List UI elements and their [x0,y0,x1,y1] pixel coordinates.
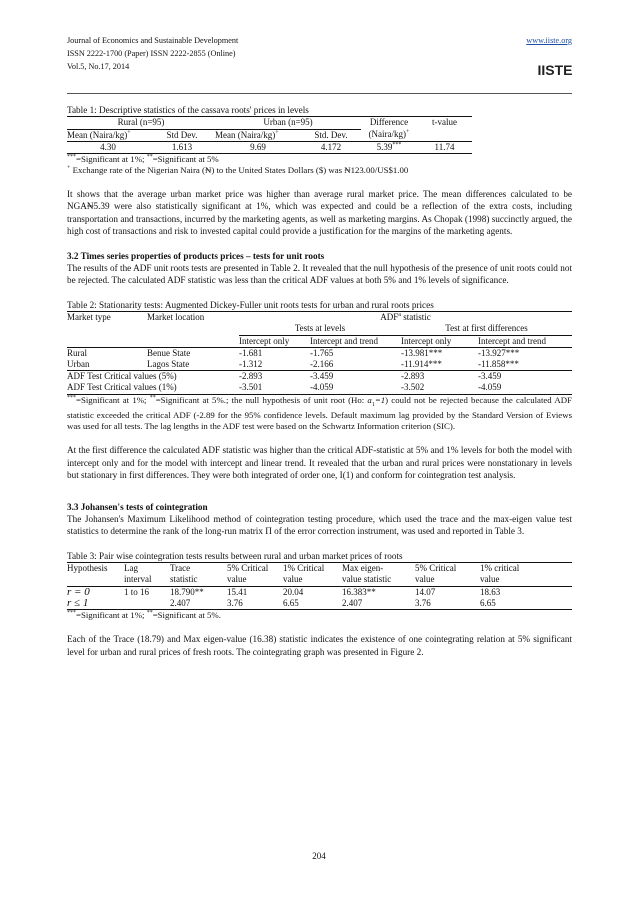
logo-text: IISTE [537,62,573,78]
table2-cell-loc: Lagos State [147,359,190,370]
section-3-2-text: The results of the ADF unit roots tests are presented in Table 2. It revealed that the null hypothesis of the presence of unit roots could not be rejected. The calculated ADF statistic was less than the critical ADF values at both 5% and 1% levels of significance. [67,263,572,286]
table2-cell: -13.981*** [401,347,443,358]
table3-cell: 14.07 [415,586,436,597]
table2-cell-loc: Benue State [147,347,191,358]
table3-header-cell: Hypothesis [67,563,108,574]
table3-cell: 18.63 [480,586,501,597]
table2-h-market-location: Market location [147,312,205,323]
paragraph-cointegration-result: Each of the Trace (18.79) and Max eigen-value (16.38) statistic indicates the existence of one cointegrating relation at 5% significant level for urban and rural prices of fresh roots. The cointegrating graph was presented in Figure 2. [67,634,572,657]
header-divider [67,93,572,94]
table2-cell: -1.312 [239,359,263,370]
table-row [67,598,572,610]
table2-note: ***=Significant at 1%; **=Significant at 5%.; the null hypothesis of unit root (Ho: $a_1=1$) could not be rejected because the calculated ADF statistic exceeded the critical ADF (-2.89 for the 95% confidence levels. Default maximum lag provided by the Standard Version of Eviews was used for all tests. The lag lengths in the ADF test were based on the Schwartz Information criterion (SIC). [67,394,573,432]
table-row [67,359,572,371]
table2-caption: Table 2: Stationarity tests: Augmented Dickey-Fuller unit roots tests for urban and rural roots prices [67,299,434,310]
table2-cell: -11.858*** [478,359,519,370]
table2-cell: -3.501 [239,382,263,393]
table1-note-exchange: + Exchange rate of the Nigerian Naira (₦) to the United States Dollars ($) was ₦123.00/US$1.00 [67,165,409,176]
table1-v-mean-rural: 4.30 [100,141,116,152]
table3-cell-hypothesis: r = 0 [67,585,90,598]
table3-header-cell: 1% Critical value [283,563,325,585]
table3-cell: 3.76 [415,597,431,608]
table1-group-rural: Rural (n=95) [117,117,165,128]
section-3-2-title: 3.2 Times series properties of products prices – tests for unit roots [67,250,325,261]
table3-cell: 20.04 [283,586,304,597]
table3-cell-hypothesis: r ≤ 1 [67,596,89,609]
table2-cell-type: Urban [67,359,90,370]
table2-cell: -1.681 [239,347,263,358]
paragraph-first-difference: At the first difference the calculated ADF statistic was higher than the critical ADF-statistic at 5% and 1% levels for both the model with intercept only and for the model with intercept and linear trend. It revealed that the urban and rural prices were nonstationary in levels but stationary in first differences. They were both integrated of order one, I(1) and conform for cointegration test analysis. [67,445,572,481]
table2-h-intercept-1: Intercept only [239,335,290,346]
table1-h-diff-unit: (Naira/kg)+ [361,129,417,141]
journal-name: Journal of Economics and Sustainable Development [67,36,239,45]
table1-group-urban: Urban (n=95) [263,117,313,128]
table2-h-trend-1: Intercept and trend [310,335,378,346]
table3-header-cell: Lag interval [124,563,152,585]
table2-cell: -3.459 [478,371,502,382]
table3-cell: 18.790** [170,586,204,597]
table2-h-trend-2: Intercept and trend [478,335,546,346]
journal-volume: Vol.5, No.17, 2014 [67,62,130,71]
table1-v-sd-rural: 1.613 [171,141,193,152]
journal-url-link[interactable]: www.iiste.org [526,36,572,45]
table1-h-sd-rural: Std Dev. [149,129,215,141]
table2-cell: -2.166 [310,359,334,370]
table1-v-sd-urban: 4.172 [320,141,342,152]
table1-note-significance: ***=Significant at 1%; **=Significant at 5% [67,154,219,165]
table3-note: ***=Significant at 1%; **=Significant at 5%. [67,610,221,621]
journal-header [67,34,572,73]
table2-h-levels: Tests at levels [239,323,401,335]
page-body [67,104,572,658]
table2-cell-type: Rural [67,347,87,358]
table2-cell: -13.927*** [478,347,520,358]
table1-h-mean-rural: Mean (Naira/kg)+ [67,129,149,141]
table2-cell: -4.059 [310,382,334,393]
table3-cell: 2.407 [170,597,191,608]
iiste-logo [537,62,573,78]
table2-cell: -3.502 [401,382,425,393]
table2-cell: -4.059 [478,382,502,393]
table-row [67,382,572,394]
table3-header-cell: 1% critical value [480,563,520,585]
table3-cell [124,598,170,610]
table2-cell: -2.893 [401,371,425,382]
table1-v-diff: 5.39*** [376,141,402,152]
section-3-3-text: The Johansen's Maximum Likelihood method of cointegration testing procedure, which used the trace and the max-eigen value test statistics to determine the rank of the long-run matrix Π of the error correction instrument, was used and reported in Table 3. [67,514,572,537]
table1-h-t: t-value [432,117,457,128]
table3-header-cell: Max eigen- value statistic [342,563,392,585]
table1-h-mean-urban: Mean (Naira/kg)+ [215,129,301,141]
table2-cell: -11.914*** [401,359,442,370]
table-row [67,586,572,598]
table1 [67,116,472,154]
table2-h-adf: ADF$^a$ statistic [380,312,431,323]
table3-header-cell: 5% Critical value [415,563,457,585]
table3-cell: 6.65 [283,597,299,608]
table2-cell: -3.459 [310,371,334,382]
table1-h-t-blank [417,129,472,141]
table3-header-cell: 5% Critical value [227,563,269,585]
paragraph-price-difference: It shows that the average urban market price was higher than average rural market price. The mean differences calculated to be NGA₦5.39 were also statistically significant at 1%, which was expected and could be a reflection of the extra costs, including transportation and transactions, incurred by the marketing agents, as well as marketing margins. As Chopak (1998) succinctly argued, the high cost of transactions and risk to invested capital could provide a justification for the margins of the marketing agents. [67,189,572,237]
section-3-3-title: 3.3 Johansen's tests of cointegration [67,501,208,512]
table1-h-diff: Difference [369,117,409,128]
table2-cell: -2.893 [239,371,263,382]
table3-cell: 6.65 [480,597,496,608]
table2 [67,311,572,394]
table2-cell-type: ADF Test Critical values (1%) [67,382,177,393]
table1-caption: Table 1: Descriptive statistics of the cassava roots' prices in levels [67,105,309,115]
journal-issn: ISSN 2222-1700 (Paper) ISSN 2222-2855 (Online) [67,49,236,58]
table2-h-market-type: Market type [67,312,111,323]
table1-v-t: 11.74 [434,141,455,152]
table2-h-intercept-2: Intercept only [401,335,452,346]
table2-h-first-diff: Test at first differences [401,323,572,335]
table3-cell: 3.76 [227,597,243,608]
table3-cell: 1 to 16 [124,586,150,597]
table3-cell: 2.407 [342,597,363,608]
table2-cell-type: ADF Test Critical values (5%) [67,371,177,382]
table3-header-cell: Trace statistic [170,563,198,585]
table3 [67,562,572,610]
table2-cell: -1.765 [310,347,334,358]
page-number: 204 [312,851,326,861]
table1-h-sd-urban: Std. Dev. [301,129,361,141]
table1-v-mean-urban: 9.69 [250,141,266,152]
table3-caption: Table 3: Pair wise cointegration tests results between rural and urban market prices of roots [67,550,403,561]
table3-cell: 16.383** [342,586,376,597]
table-row [67,347,572,359]
table-row [67,371,572,383]
table3-cell: 15.41 [227,586,248,597]
